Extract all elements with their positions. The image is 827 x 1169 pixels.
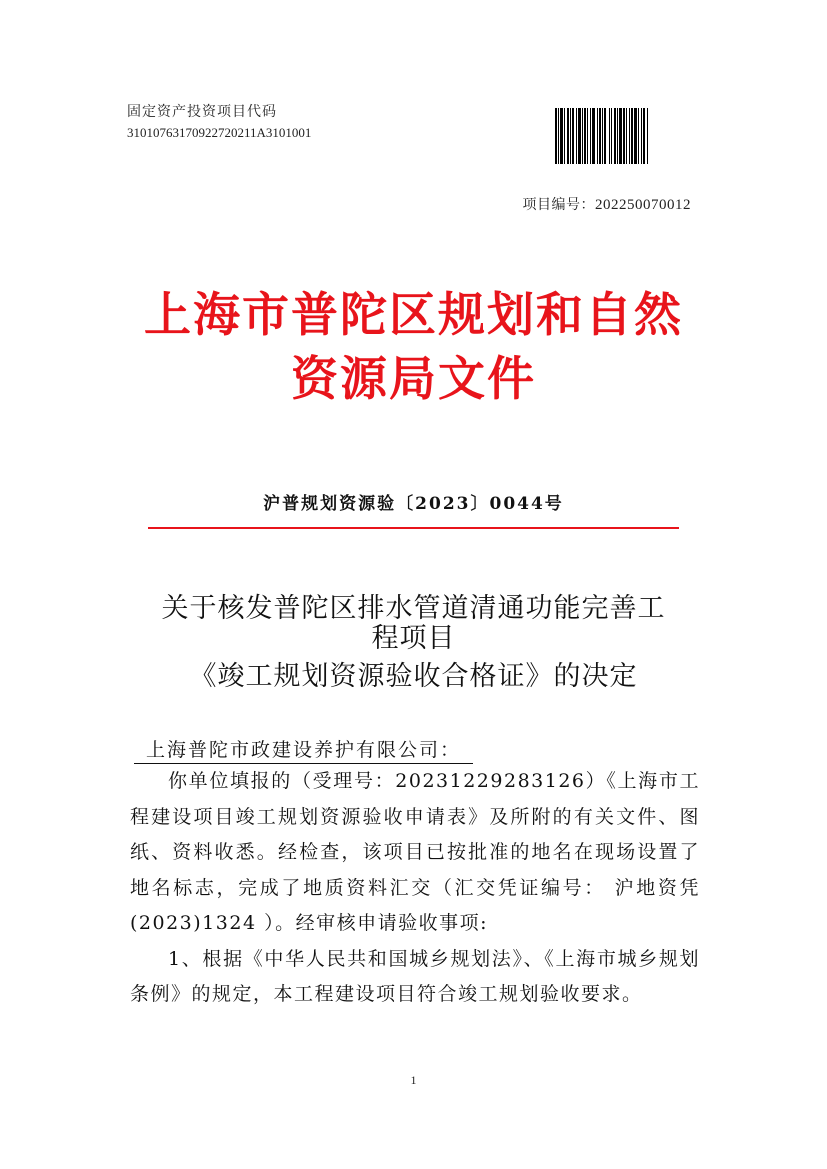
investment-code-label: 固定资产投资项目代码: [127, 104, 277, 120]
subject-title-line2: 程项目: [371, 623, 456, 654]
subject-title-line1: 关于核发普陀区排水管道清通功能完善工: [161, 593, 666, 624]
recipient: 上海普陀市政建设养护有限公司：: [134, 735, 473, 764]
project-number: [523, 194, 692, 214]
page-number: 1: [410, 1073, 417, 1087]
issuer-title-line1: 上海市普陀区规划和自然: [144, 288, 683, 343]
project-number-label: 项目编号：: [522, 197, 595, 213]
project-number-value: 202250070012: [595, 197, 691, 213]
barcode-icon: [553, 108, 691, 164]
document-number: 沪普规划资源验〔2023〕0044号: [263, 494, 564, 514]
investment-code-value: 31010763170922720211A3101001: [127, 125, 312, 140]
body-paragraph: 你单位填报的（受理号：20231229283126）《上海市工程建设项目竣工规划资源验收申请表》及所附的有关文件、图纸、资料收悉。经检查，该项目已按批准的地名在现场设置了地名标志，完成了地质资料汇交（汇交凭证编号： 沪地资凭(2023)1324 ）。经审核申请验收事项:: [130, 770, 700, 934]
body-paragraph: 1、根据《中华人民共和国城乡规划法》、《上海市城乡规划条例》的规定，本工程建设项目符合竣工规划验收要求。: [130, 947, 700, 1005]
body-text: [130, 764, 700, 1013]
issuer-title-line2: 资源局文件: [291, 352, 536, 407]
subject-title-line3: 《竣工规划资源验收合格证》的决定: [189, 661, 638, 692]
red-divider: [148, 527, 679, 529]
